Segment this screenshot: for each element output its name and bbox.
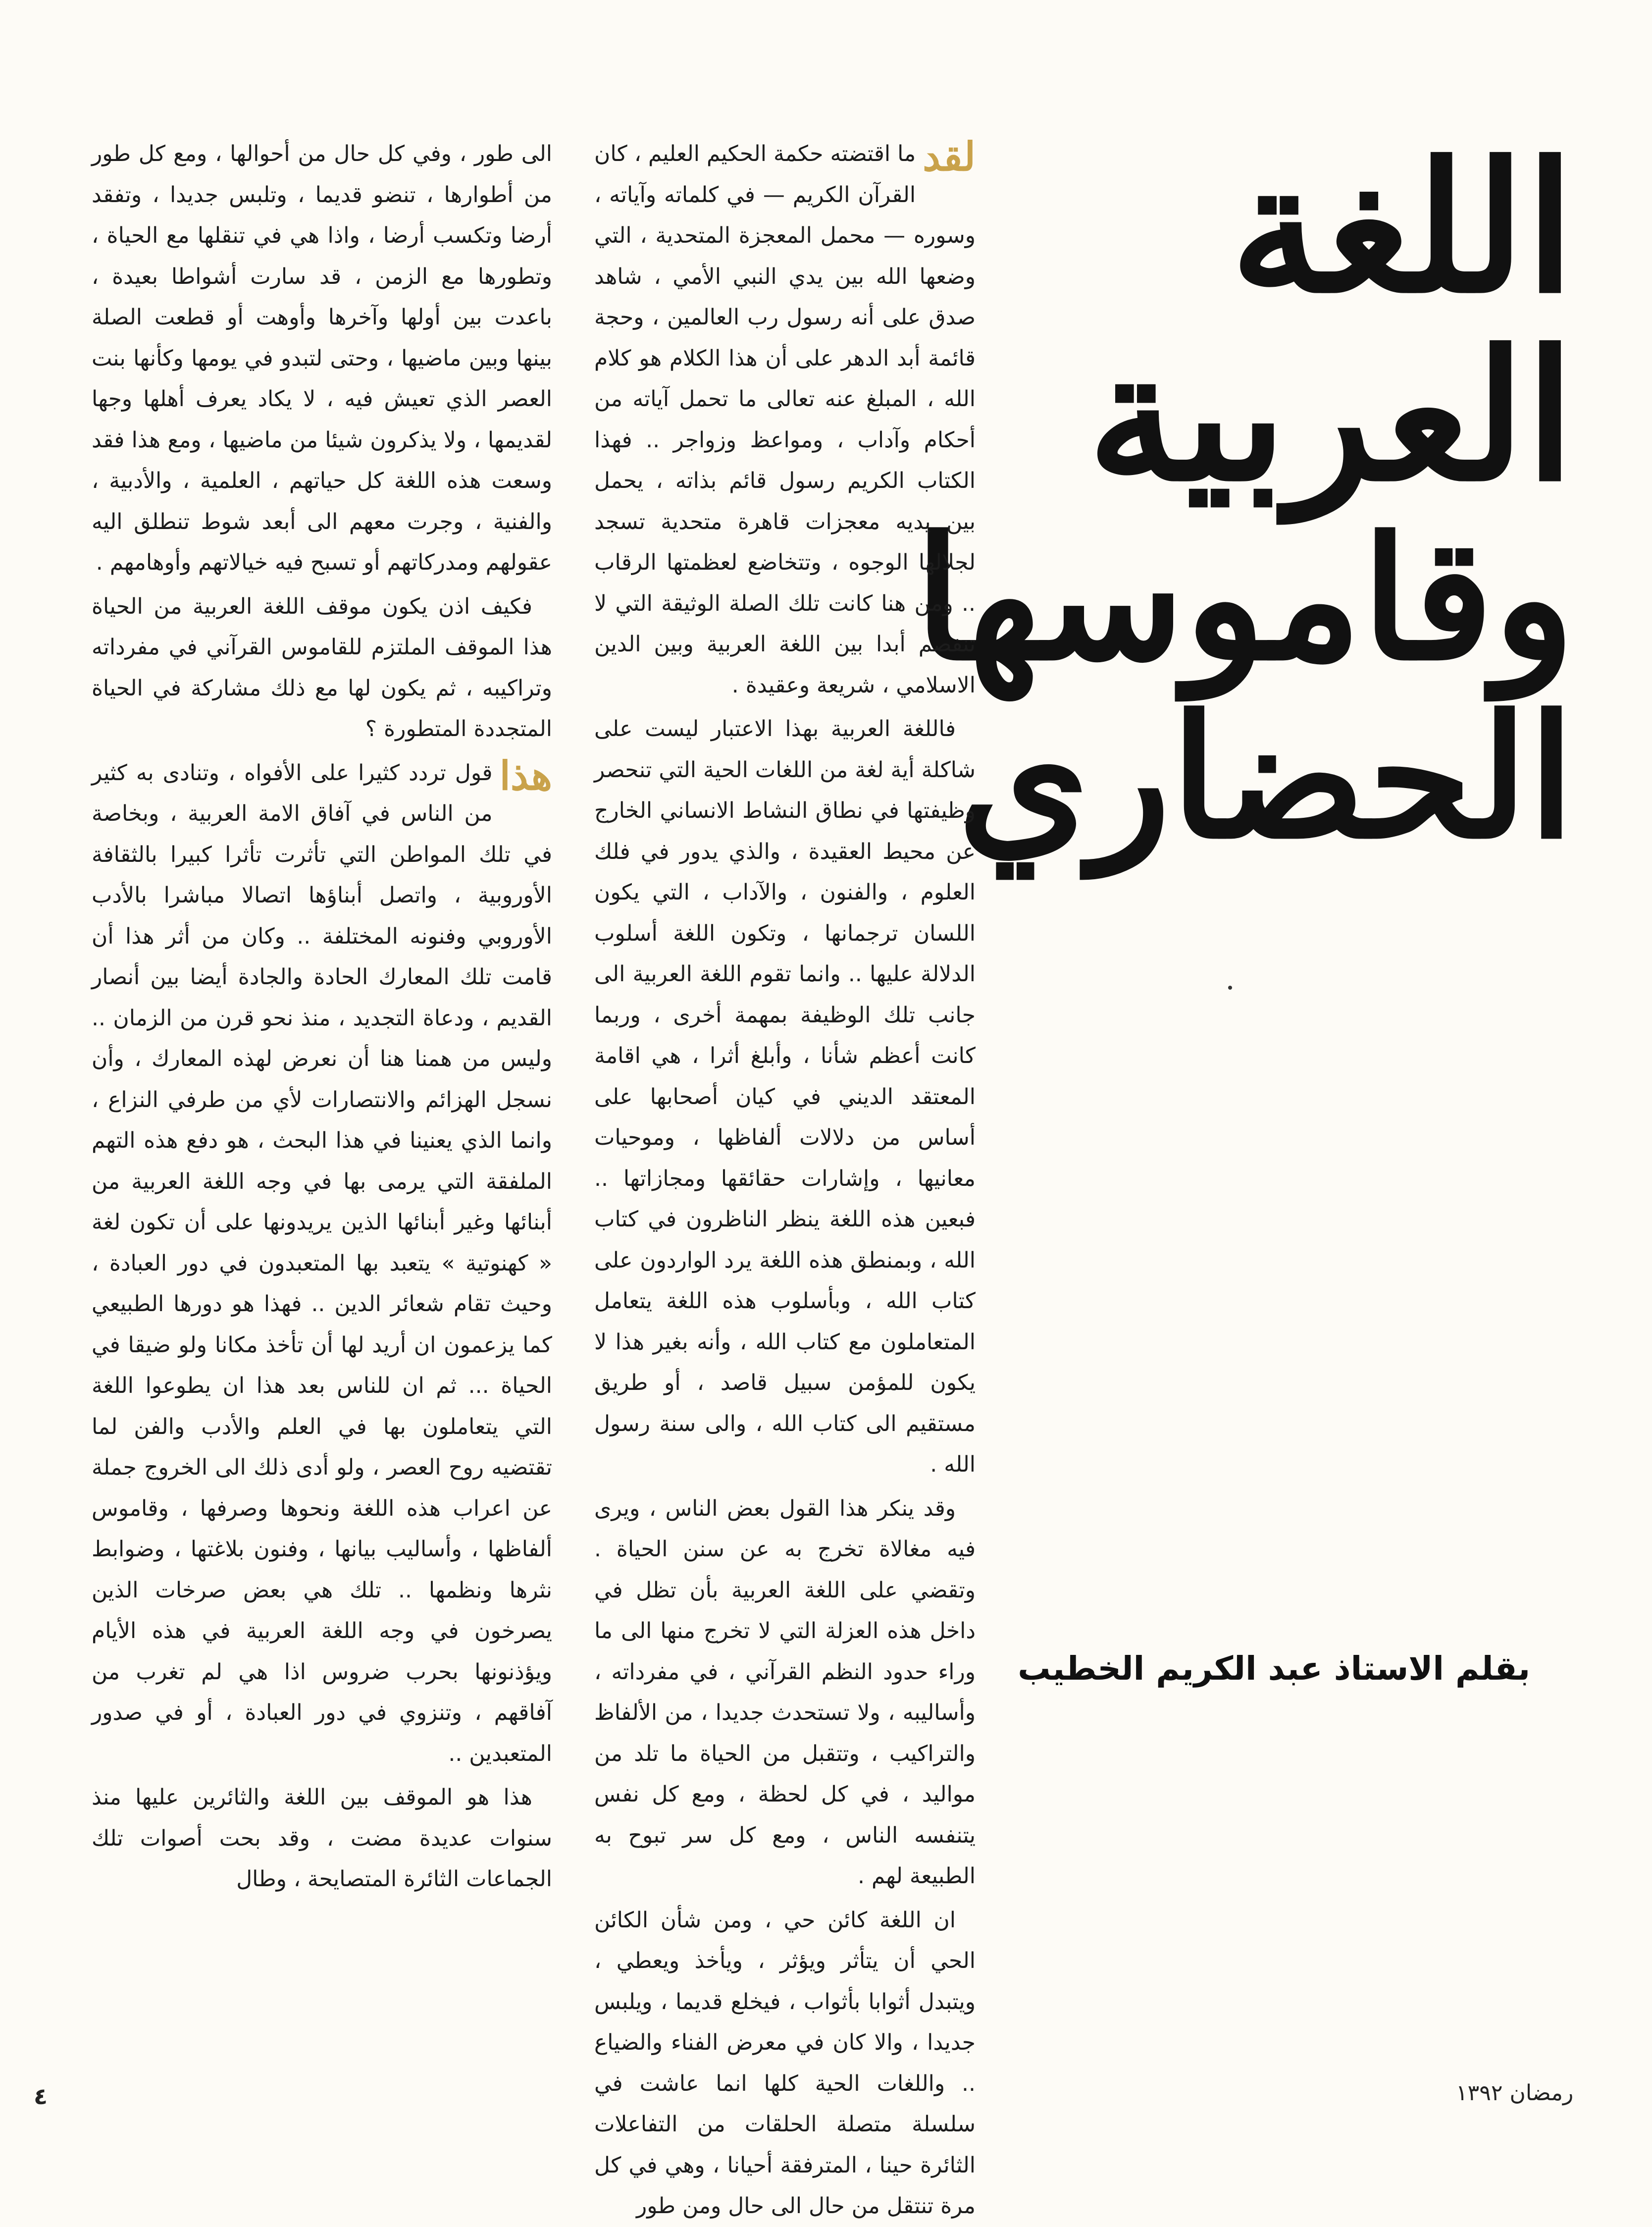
title-line-4: الحضاري <box>957 679 1575 876</box>
paragraph: ان اللغة كائن حي ، ومن شأن الكائن الحي أن يتأثر ويؤثر ، ويأخذ ويعطي ، ويتبدل أثوابا بأثواب ، فيخلع قديما ، ويلبس جديدا ، والا كان في معرض الفناء والضياع .. واللغات الحية كلها انما عاشت في سلسلة متصلة الحلقات من التفاعلات الثائرة حينا ، المترفقة أحيانا ، وهي في كل مرة تنتقل من حال الى حال ومن طور <box>594 1907 976 2219</box>
title-line-2: العربية <box>1087 311 1575 521</box>
paragraph <box>594 134 976 706</box>
drop-word: هذا <box>499 752 552 799</box>
paragraph: هذا هو الموقف بين اللغة والثائرين عليها منذ سنوات عديدة مضت ، وقد بحت أصوات تلك الجماعات الثائرة المتصايحة ، وطال <box>92 1785 552 1892</box>
paragraph: الى طور ، وفي كل حال من أحوالها ، ومع كل طور من أطوارها ، تنضو قديما ، وتلبس جديدا ، وتفقد أرضا وتكسب أرضا ، واذا هي في تنقلها مع الحياة ، وتطورها مع الزمن ، قد سارت أشواطا بعيدة ، باعدت بين أولها وآخرها وأوهت أو قطعت الصلة بينها وبين ماضيها ، وحتى لتبدو في يومها وكأنها بنت العصر الذي تعيش فيه ، لا يكاد يعرف أهلها وجها لقديمها ، ولا يذكرون شيئا من ماضيها ، ومع هذا فقد وسعت هذه اللغة كل حياتهم ، العلمية ، والأدبية ، والفنية ، وجرت معهم الى أبعد شوط تنطلق اليه عقولهم ومدركاتهم أو تسبح فيه خيالاتهم وأوهامهم . <box>92 141 552 575</box>
text-column-left <box>92 134 552 2056</box>
page-number: ٤ <box>34 2083 48 2110</box>
paragraph-text: قول تردد كثيرا على الأفواه ، وتنادى به كثير من الناس في آفاق الامة العربية ، وبخاصة في تلك المواطن التي تأثرت تأثرا كبيرا بالثقافة الأوروبية ، واتصل أبناؤها اتصالا مباشرا بالأدب الأوروبي وفنونه المختلفة .. وكان من أثر هذا أن قامت تلك المعارك الحادة والجادة أيضا بين أنصار القديم ، ودعاة التجديد ، منذ نحو قرن من الزمان .. وليس من همنا هنا أن نعرض لهذه المعارك ، وأن نسجل الهزائم والانتصارات لأي من طرفي النزاع ، وانما الذي يعنينا في هذا البحث ، هو دفع هذه التهم الملفقة التي يرمى بها في وجه اللغة العربية من أبنائها وغير أبنائها الذين يريدونها على أن تكون لغة « كهنوتية » يتعبد بها المتعبدون في دور العبادة ، وحيث تقام شعائر الدين .. فهذا هو دورها الطبيعي كما يزعمون ان أريد لها أن تأخذ مكانا ولو ضيقا في الحياة ... ثم ان للناس بعد هذا ان يطوعوا اللغة التي يتعاملون بها في العلم والأدب والفن لما تقتضيه روح العصر ، ولو أدى ذلك الى الخروج جملة عن اعراب هذه اللغة ونحوها وصرفها ، وقاموس ألفاظها ، وأساليب بيانها ، وفنون بلاغتها ، وضوابط نثرها ونظمها .. تلك هي بعض صرخات الذين يصرخون في وجه اللغة العربية في هذه الأيام ويؤذنونها بحرب ضروس اذا هي لم تغرب من آفاقهم ، وتنزوي في دور العبادة ، أو في صدور المتعبدين .. <box>92 760 552 1766</box>
paragraph <box>92 753 552 1775</box>
drop-word: لقد <box>923 133 976 180</box>
paragraph: وقد ينكر هذا القول بعض الناس ، ويرى فيه مغالاة تخرج به عن سنن الحياة . وتقضي على اللغة العربية بأن تظل في داخل هذه العزلة التي لا تخرج منها الى ما وراء حدود النظم القرآني ، في مفرداته ، وأساليبه ، ولا تستحدث جديدا ، من الألفاظ والتراكيب ، وتتقبل من الحياة ما تلد من مواليد ، في كل لحظة ، ومع كل نفس يتنفسه الناس ، ومع كل سر تبوح به الطبيعة لهم . <box>594 1495 976 1889</box>
author-byline: بقلم الاستاذ عبد الكريم الخطيب <box>1018 1649 1530 1688</box>
title-line-3: وقاموسها <box>914 500 1575 698</box>
paragraph: فاللغة العربية بهذا الاعتبار ليست على شاكلة أية لغة من اللغات الحية التي تنحصر وظيفتها في نطاق النشاط الانساني الخارج عن محيط العقيدة ، والذي يدور في فلك العلوم ، والفنون ، والآداب ، التي يكون اللسان ترجمانها ، وتكون اللغة أسلوب الدلالة عليها .. وانما تقوم اللغة العربية الى جانب تلك الوظيفة بمهمة أخرى ، وربما كانت أعظم شأنا ، وأبلغ أثرا ، هي اقامة المعتقد الديني في كيان أصحابها على أساس من دلالات ألفاظها ، وموحيات معانيها ، وإشارات حقائقها ومجازاتها .. فبعين هذه اللغة ينظر الناظرون في كتاب الله ، وبمنطق هذه اللغة يرد الواردون على كتاب الله ، وبأسلوب هذه اللغة يتعامل المتعاملون مع كتاب الله ، وأنه بغير هذا لا يكون للمؤمن سبيل قاصد ، أو طريق مستقيم الى كتاب الله ، والى سنة رسول الله . <box>594 716 976 1477</box>
paragraph: فكيف اذن يكون موقف اللغة العربية من الحياة هذا الموقف الملتزم للقاموس القرآني في مفرداته وتراكيبه ، ثم يكون لها مع ذلك مشاركة في الحياة المتجددة المتطورة ؟ <box>92 593 552 742</box>
text-column-right <box>594 133 976 2219</box>
title-line-1: اللغة <box>1230 123 1575 332</box>
ornament-dot <box>1228 986 1232 990</box>
issue-date: رمضان ١٣٩٢ <box>1456 2080 1574 2106</box>
paragraph-text: ما اقتضته حكمة الحكيم العليم ، كان القرآن الكريم — في كلماته وآياته ، وسوره — محمل المعجزة المتحدية ، التي وضعها الله بين يدي النبي الأمي ، شاهد صدق على أنه رسول رب العالمين ، وحجة قائمة أبد الدهر على أن هذا الكلام هو كلام الله ، المبلغ عنه تعالى ما تحمل آياته من أحكام وآداب ، ومواعظ وزواجر .. فهذا الكتاب الكريم رسول قائم بذاته ، يحمل بين يديه معجزات قاهرة متحدية تسجد لجلالها الوجوه ، وتتخاضع لعظمتها الرقاب .. ومن هنا كانت تلك الصلة الوثيقة التي لا تنفصم أبدا بين اللغة العربية وبين الدين الاسلامي ، شريعة وعقيدة . <box>594 141 976 698</box>
